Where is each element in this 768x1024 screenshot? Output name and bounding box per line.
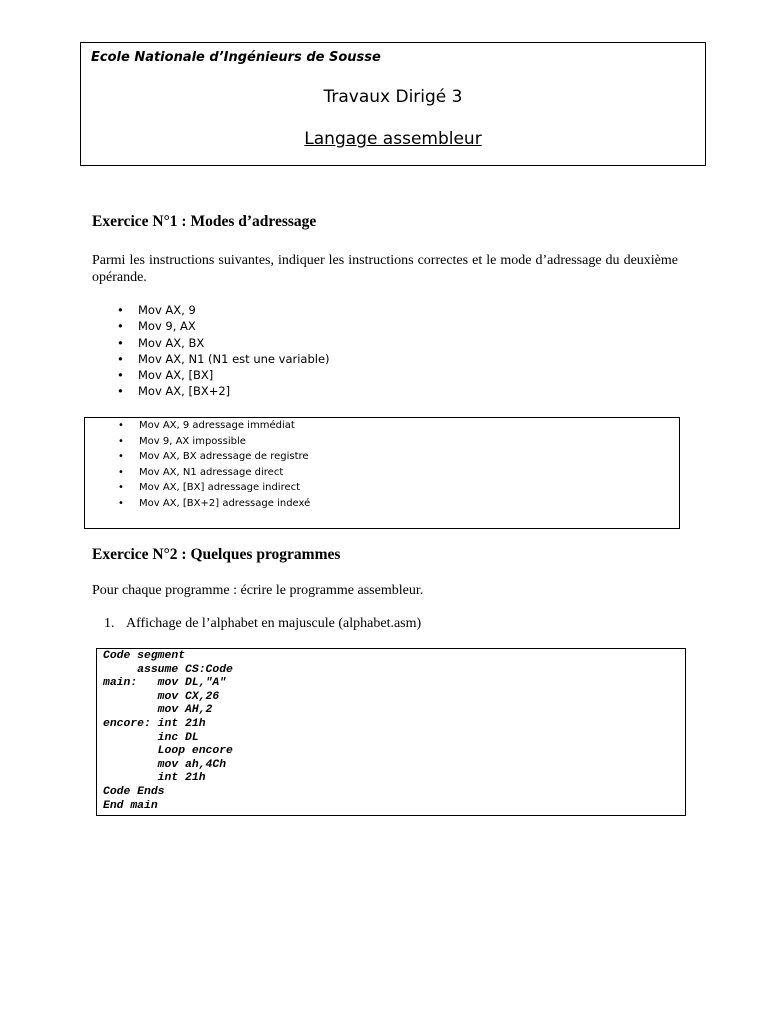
code-line: mov AH,2 bbox=[103, 704, 213, 717]
bullet-icon: • bbox=[117, 303, 124, 317]
list-item: • Mov AX, N1 adressage direct bbox=[139, 465, 310, 481]
answer-list bbox=[118, 418, 311, 511]
exercise-1-instruction: Parmi les instructions suivantes, indiquer les instructions correctes et le mode d’adressage du deuxième opérande. bbox=[92, 253, 678, 285]
bullet-icon: • bbox=[118, 435, 124, 447]
bullet-icon: • bbox=[117, 368, 124, 383]
code-line: encore: int 21h bbox=[103, 717, 206, 730]
program-1-number: 1. bbox=[104, 616, 115, 631]
code-line: Code segment bbox=[103, 650, 186, 662]
program-1-label: Affichage de l’alphabet en majuscule (alphabet.asm) bbox=[126, 616, 422, 631]
bullet-icon: • bbox=[118, 466, 124, 478]
list-item: • Mov 9, AX impossible bbox=[139, 434, 310, 450]
list-item: • Mov AX, [BX+2] bbox=[117, 384, 231, 399]
bullet-icon: • bbox=[117, 335, 124, 350]
bullet-icon: • bbox=[118, 451, 124, 462]
answer-box bbox=[84, 417, 680, 529]
list-item: • Mov AX, N1 (N1 est une variable) bbox=[117, 351, 330, 366]
exercise-2-instruction: Pour chaque programme : écrire le programme assembleur. bbox=[92, 583, 424, 598]
list-item: • Mov 9, AX bbox=[117, 319, 196, 334]
document-subtitle: Langage assembleur bbox=[304, 129, 482, 149]
list-item: • Mov AX, 9 adressage immédiat bbox=[139, 418, 310, 434]
bullet-icon: • bbox=[118, 482, 124, 493]
list-item: • Mov AX, [BX+2] adressage indexé bbox=[139, 496, 310, 512]
list-item: • Mov AX, BX bbox=[117, 335, 205, 350]
list-item: • Mov AX, BX adressage de registre bbox=[139, 449, 310, 465]
document-title: Travaux Dirigé 3 bbox=[323, 87, 463, 107]
code-line: Loop encore bbox=[103, 745, 233, 758]
exercise-1-heading: Exercice N°1 : Modes d’adressage bbox=[92, 213, 317, 230]
code-line: mov CX,26 bbox=[103, 690, 220, 703]
bullet-icon: • bbox=[118, 420, 124, 431]
bullet-icon: • bbox=[117, 351, 124, 366]
bullet-icon: • bbox=[118, 497, 124, 509]
code-box bbox=[96, 648, 686, 816]
code-line: int 21h bbox=[103, 772, 206, 785]
code-line: mov ah,4Ch bbox=[103, 758, 227, 771]
list-item: • Mov AX, [BX] bbox=[117, 368, 214, 383]
bullet-icon: • bbox=[117, 384, 124, 399]
school-name: Ecole Nationale d’Ingénieurs de Sousse bbox=[91, 50, 381, 65]
exercise-2-heading: Exercice N°2 : Quelques programmes bbox=[92, 546, 341, 563]
bullet-icon: • bbox=[117, 319, 124, 334]
code-line: assume CS:Code bbox=[103, 663, 233, 676]
code-line: Code Ends bbox=[103, 785, 165, 798]
header-box bbox=[80, 42, 706, 166]
list-item: • Mov AX, [BX] adressage indirect bbox=[139, 480, 310, 496]
code-line: End main bbox=[103, 799, 158, 812]
code-line: inc DL bbox=[103, 731, 199, 744]
code-line: main: mov DL,"A" bbox=[103, 677, 227, 690]
instruction-list bbox=[117, 302, 330, 400]
program-1-item bbox=[104, 616, 421, 632]
list-item: • Mov AX, 9 bbox=[117, 303, 196, 317]
code-block bbox=[103, 650, 233, 813]
